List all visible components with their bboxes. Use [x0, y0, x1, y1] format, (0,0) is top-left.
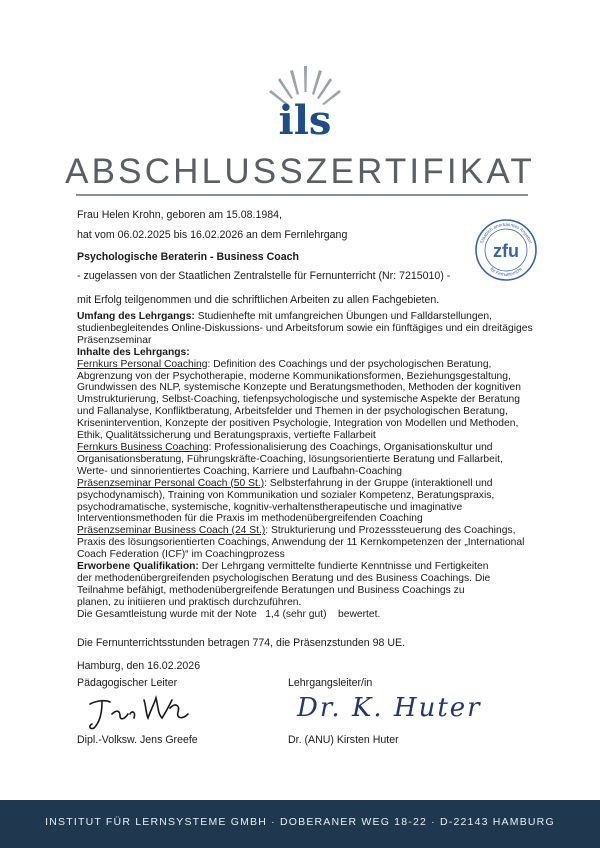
course-title: Psychologische Beraterin - Business Coach [77, 251, 299, 263]
qualification-text: planen, zu initiieren und praktisch durchzuführen. [77, 596, 302, 608]
module-text: Organisationsberatung, Führungskräfte-Coaching, lösungsorientierte Beratung und Fallarbeit, [77, 453, 503, 465]
grade-value: 1,4 (sehr gut) [265, 608, 327, 620]
module-text: : Professionalisierung des Coachings, Organisationskultur und [208, 441, 493, 453]
hours-line: Die Fernunterrichtsstunden betragen 774, die Präsenzstunden 98 UE. [77, 637, 406, 649]
footer-address: INSTITUT FÜR LERNSYSTEME GMBH · DOBERANER WEG 18-22 · D-22143 HAMBURG [45, 816, 555, 828]
module-text: : Definition des Coachings und der psychologischen Beratung, [207, 358, 492, 370]
grade-line [77, 609, 537, 621]
module-text: Interventionsmethoden für die Praxis im methodenübergreifenden Coaching [77, 513, 423, 525]
module-text: Abgrenzung von der Psychotherapie, moderne Kommunikationsformen, Beziehungsgestaltung, [77, 370, 511, 382]
module-text: Ethik, Qualitätssicherung und Beratungspraxis, vertiefte Fallarbeit [77, 430, 376, 442]
place-date: Hamburg, den 16.02.2026 [77, 660, 201, 672]
grade-prefix: Die Gesamtleistung wurde mit der Note [77, 608, 257, 620]
module-text: und Fallanalyse, Konfliktberatung, Arbeitsfelder und Themen in der psychologischen Beratung, [77, 406, 508, 418]
ils-logo [250, 62, 360, 140]
scope-text: studienbegleitendes Online-Diskussions- und Arbeitsforum sowie ein fünftägiges und ein dreitägiges [77, 322, 533, 334]
qualification-text: Teilnahme befähigt, methodenübergreifende Beratungen und Business Coachings zu [77, 584, 465, 596]
right-signature [295, 686, 485, 731]
logo-text: ils [278, 97, 332, 140]
left-signatory-role: Pädagogischer Leiter [77, 677, 178, 689]
module-text: Krisenintervention, Konzepte der positiven Psychologie, Integration von Modellen und Methoden, [77, 418, 519, 430]
footer-bar [0, 800, 600, 848]
seal-center-text: zfu [493, 241, 519, 261]
left-signature [84, 690, 194, 739]
qualification-text: Der Lehrgang vermittelte fundierte Kenntnisse und Fertigkeiten [198, 561, 489, 573]
course-period-line: hat vom 06.02.2025 bis 16.02.2026 an dem Fernlehrgang [77, 229, 348, 241]
scope-label: Umfang des Lehrgangs: [77, 311, 195, 322]
certificate-title: ABSCHLUSSZERTIFIKAT [65, 152, 535, 191]
contents-heading: Inhalte des Lehrgangs: [77, 346, 190, 358]
grade-suffix: bewertet. [338, 608, 381, 620]
scope-text: Studienhefte mit umfangreichen Übungen und Falldarstellungen, [194, 311, 492, 322]
module-text: psychodramatische, systemische, kognitiv-verhaltenstherapeutische und imaginative [77, 501, 463, 513]
recipient-line: Frau Helen Krohn, geboren am 15.08.1984, [77, 209, 282, 221]
module-text: Coach Federation (ICF)“ im Coachingprozess [77, 549, 285, 561]
right-signature-text: Dr. K. Huter [297, 693, 482, 723]
course-scope [77, 311, 537, 621]
module-text: : Strukturierung und Prozesssteuerung des Coachings, [265, 525, 516, 537]
right-signatory-role: Lehrgangsleiter/in [288, 677, 373, 689]
module-text: Werte- und sinnorientiertes Coaching, Karriere und Laufbahn-Coaching [77, 465, 402, 477]
seal-top-text: Staatlich anerkanntes Angebot [478, 221, 534, 245]
module-text: Grundwissen des NLP, systemische Konzepte und Beratungsmethoden, Methoden der kognitiven [77, 382, 521, 394]
success-line: mit Erfolg teilgenommen und die schriftlichen Arbeiten zu allen Fachgebieten. [77, 294, 440, 306]
zfu-seal [474, 218, 538, 282]
title-divider [76, 194, 528, 196]
qualification-label: Erworbene Qualifikation: [77, 561, 199, 573]
scope-text: Präsenzseminar [77, 334, 152, 346]
module-name: Präsenzseminar Personal Coach (50 St.) [77, 477, 265, 489]
right-signatory-name: Dr. (ANU) Kirsten Huter [288, 734, 399, 746]
module-text: : Selbsterfahrung in der Gruppe (interaktionell und [264, 477, 493, 489]
module-text: psychodynamisch), Training von Kommunikation und sozialer Kompetenz, Beratungspraxis, [77, 489, 495, 501]
module-text: Praxis des lösungsorientierten Coachings, Anwendung der 11 Kernkompetenzen der „International [77, 537, 525, 549]
qualification-text: der methodenübergreifenden psychologischen Beratung und des Business Coachings. Die [77, 572, 491, 584]
module-text: Umstrukturierung, Selbst-Coaching, tiefenpsychologische und systemische Aspekte der Beratung [77, 394, 520, 406]
approval-line: - zugelassen von der Staatlichen Zentralstelle für Fernunterricht (Nr: 7215010) - [77, 270, 451, 282]
seal-bottom-text: für Fernunterricht [489, 266, 523, 278]
module-name: Präsenzseminar Business Coach (24 St.) [77, 525, 266, 537]
module-name: Fernkurs Personal Coaching [77, 358, 208, 370]
left-signatory-name: Dipl.-Volksw. Jens Greefe [77, 734, 198, 746]
module-name: Fernkurs Business Coaching [77, 441, 209, 453]
